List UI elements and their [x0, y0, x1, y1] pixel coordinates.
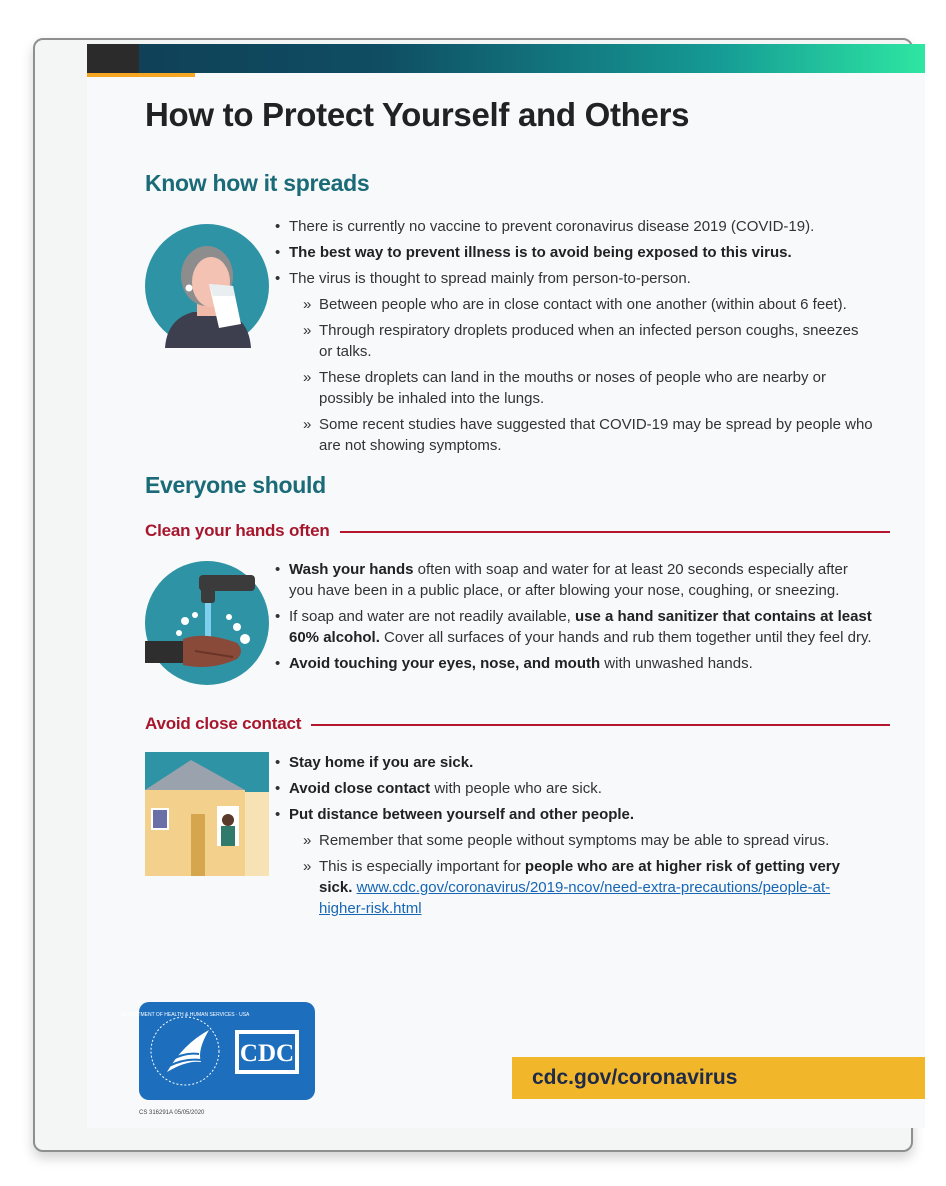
subsection-avoid-close-contact: Avoid close contact	[145, 714, 311, 734]
page-title: How to Protect Yourself and Others	[145, 96, 690, 133]
list-item: • There is currently no vaccine to prevent coronavirus disease 2019 (COVID-19).	[275, 216, 875, 237]
list-subitem: » This is especially important for people who are at higher risk of getting very sick. www.cdc.gov/coronavirus/2019-ncov/need-extra-precautions/people-at-higher-risk.html	[275, 856, 875, 919]
cdc-logo-text: CDC	[239, 1040, 295, 1067]
top-gradient-bar	[87, 44, 925, 73]
hhs-seal-text: DEPARTMENT OF HEALTH & HUMAN SERVICES · USA	[120, 1012, 250, 1018]
hhs-cdc-logo	[120, 1002, 315, 1100]
house-person-icon	[145, 752, 269, 876]
list-item: • The best way to prevent illness is to avoid being exposed to this virus.	[275, 242, 875, 263]
document-code: CS 316291A 05/05/2020	[139, 1110, 205, 1116]
spread-bullet-list	[275, 216, 875, 461]
close-contact-bullet-list	[275, 752, 875, 924]
cdc-url-text: cdc.gov/coronavirus	[532, 1066, 738, 1089]
list-item: • If soap and water are not readily available, use a hand sanitizer that contains at least 60% alcohol. Cover all surfaces of your hands and rub them together until they feel dry.	[275, 606, 875, 648]
list-item: • Avoid close contact with people who are sick.	[275, 778, 875, 799]
list-item: • The virus is thought to spread mainly from person-to-person.	[275, 268, 875, 289]
flyer-page	[87, 44, 925, 1128]
section-know-how-it-spreads: Know how it spreads	[145, 170, 370, 196]
list-subitem: » Through respiratory droplets produced when an infected person coughs, sneezes or talks.	[275, 320, 875, 362]
document-frame	[33, 38, 913, 1152]
list-item: • Stay home if you are sick.	[275, 752, 875, 773]
handwashing-icon	[145, 561, 269, 685]
top-dark-block	[87, 44, 139, 73]
sneezing-person-icon	[145, 224, 269, 348]
subsection-clean-hands: Clean your hands often	[145, 521, 340, 541]
list-subitem: » Some recent studies have suggested that COVID-19 may be spread by people who are not showing symptoms.	[275, 414, 875, 456]
list-item: • Wash your hands often with soap and water for at least 20 seconds especially after you have been in a public place, or after blowing your nose, coughing, or sneezing.	[275, 559, 875, 601]
clean-hands-bullet-list	[275, 559, 875, 679]
list-subitem: » Remember that some people without symptoms may be able to spread virus.	[275, 830, 875, 851]
section-everyone-should: Everyone should	[145, 472, 326, 498]
list-subitem: » These droplets can land in the mouths or noses of people who are nearby or possibly be inhaled into the lungs.	[275, 367, 875, 409]
list-item: • Put distance between yourself and other people.	[275, 804, 875, 825]
url-banner	[512, 1057, 925, 1099]
top-gold-strip	[87, 73, 195, 77]
list-subitem: » Between people who are in close contact with one another (within about 6 feet).	[275, 294, 875, 315]
list-item: • Avoid touching your eyes, nose, and mouth with unwashed hands.	[275, 653, 875, 674]
higher-risk-link[interactable]: www.cdc.gov/coronavirus/2019-ncov/need-extra-precautions/people-at-higher-risk.html	[319, 879, 831, 917]
